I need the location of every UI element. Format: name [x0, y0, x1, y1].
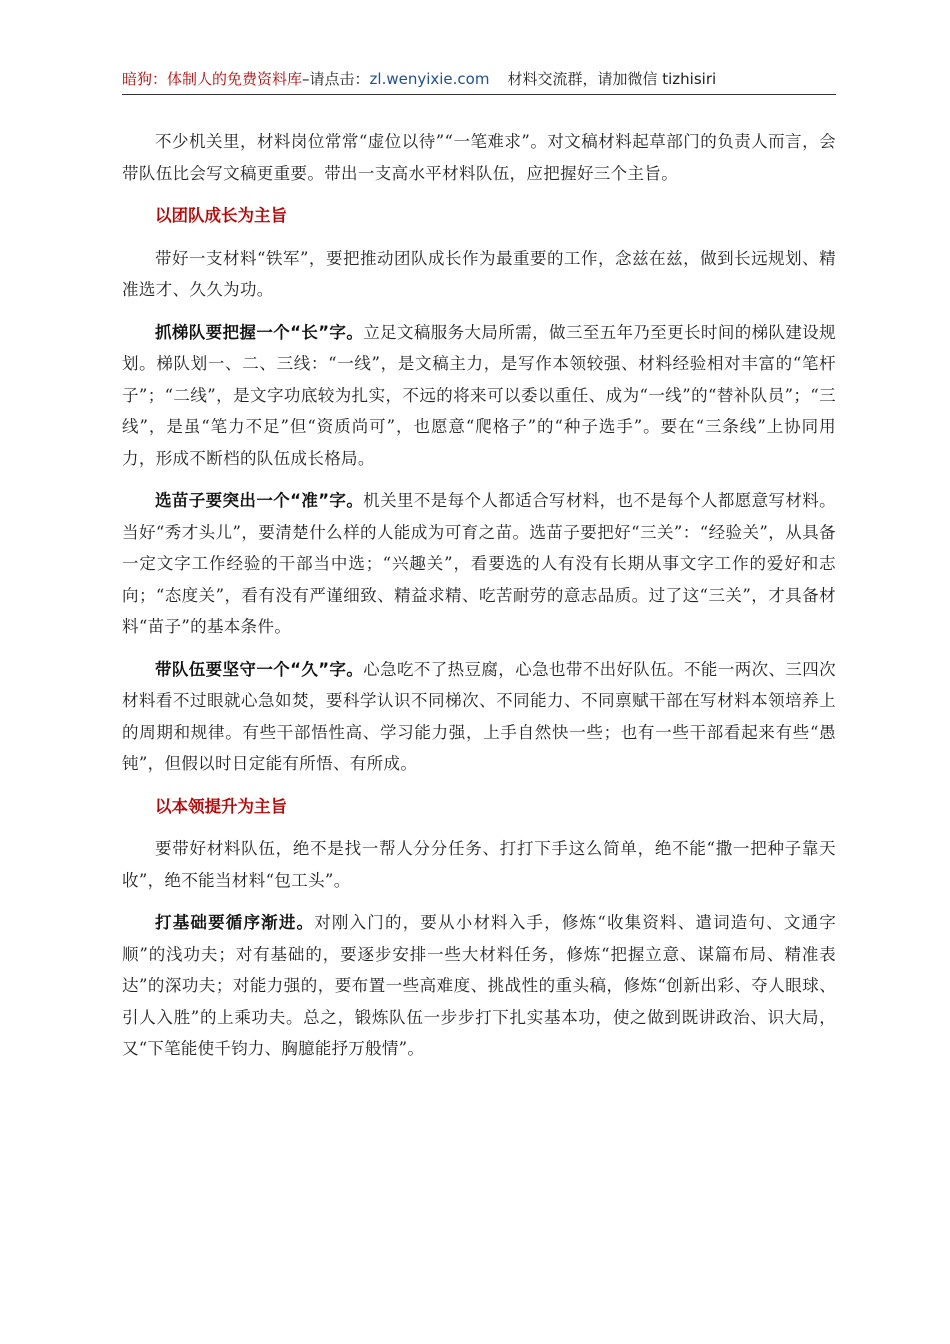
- paragraph-lead: 打基础要循序渐进。: [155, 913, 315, 932]
- section-heading-skill-improvement: 以本领提升为主旨: [155, 796, 287, 816]
- section1-paragraph-ladder: [122, 317, 836, 475]
- section-heading-team-growth: 以团队成长为主旨: [155, 206, 287, 225]
- section1-paragraph-persistence: [122, 654, 836, 780]
- intro-paragraph: 不少机关里，材料岗位常常“虚位以待”“一笔难求”。对文稿材料起草部门的负责人而言，会带队伍比会写文稿更重要。带出一支高水平材料队伍，应把握好三个主旨。: [122, 132, 836, 183]
- header-group-note: 材料交流群，请加微信 tizhisiri: [507, 70, 717, 88]
- page-header: [122, 64, 836, 95]
- header-click-prompt: –请点击：: [302, 70, 370, 88]
- paragraph-text: 心急吃不了热豆腐，心急也带不出好队伍。不能一两次、三四次材料看不过眼就心急如焚，要科学认识不同梯次、不同能力、不同禀赋干部在写材料本领培养上的周期和规律。有些干部悟性高、学习能力强，上手自然快一些；也有一些干部看起来有些“愚钝”，但假以时日定能有所悟、有所成。: [122, 659, 836, 773]
- paragraph-lead: 选苗子要突出一个“准”字。: [155, 491, 364, 510]
- header-url-link[interactable]: zl.wenyixie.com: [369, 70, 490, 88]
- article-body: [122, 126, 836, 1076]
- paragraph-lead: 抓梯队要把握一个“长”字。: [155, 322, 364, 342]
- header-brand: 暗狗：体制人的免费资料库: [122, 70, 303, 88]
- section2-paragraph-foundation: [122, 907, 836, 1065]
- section1-intro-paragraph: 带好一支材料“铁军”，要把推动团队成长作为最重要的工作，念兹在兹，做到长远规划、精准选才、久久为功。: [122, 248, 836, 299]
- paragraph-text: 对刚入门的，要从小材料入手，修炼“收集资料、遣词造句、文通字顺”的浅功夫；对有基础的，要逐步安排一些大材料任务，修炼“把握立意、谋篇布局、精准表达”的深功夫；对能力强的，要布置一些高难度、挑战性的重头稿，修炼“创新出彩、夺人眼球、引人入胜”的上乘功夫。总之，锻炼队伍一步步打下扎实基本功，使之做到既讲政治、识大局，又“下笔能使千钧力、胸臆能抒万般情”。: [122, 913, 837, 1058]
- paragraph-text: 立足文稿服务大局所需，做三至五年乃至更长时间的梯队建设规划。梯队划一、二、三线：“一线”，是文稿主力，是写作本领较强、材料经验相对丰富的“笔杆子”；“二线”，是文字功底较为扎实，不远的将来可以委以重任、成为“一线”的“替补队员”；“三线”，是虽“笔力不足”但“资质尚可”，也愿意“爬格子”的“种子选手”。要在“三条线”上协同用力，形成不断档的队伍成长格局。: [122, 322, 836, 468]
- section2-intro-paragraph: 要带好材料队伍，绝不是找一帮人分分任务、打打下手这么简单，绝不能“撒一把种子靠天收”，绝不能当材料“包工头”。: [122, 839, 836, 890]
- section1-paragraph-selection: [122, 485, 836, 643]
- paragraph-text: 机关里不是每个人都适合写材料，也不是每个人都愿意写材料。当好“秀才头儿”，要清楚什么样的人能成为可育之苗。选苗子要把好“三关”：“经验关”，从具备一定文字工作经验的干部当中选；“兴趣关”，看要选的人有没有长期从事文字工作的爱好和志向；“态度关”，看有没有严谨细致、精益求精、吃苦耐劳的意志品质。过了这“三关”，才具备材料“苗子”的基本条件。: [122, 491, 836, 636]
- paragraph-lead: 带队伍要坚守一个“久”字。: [155, 659, 364, 679]
